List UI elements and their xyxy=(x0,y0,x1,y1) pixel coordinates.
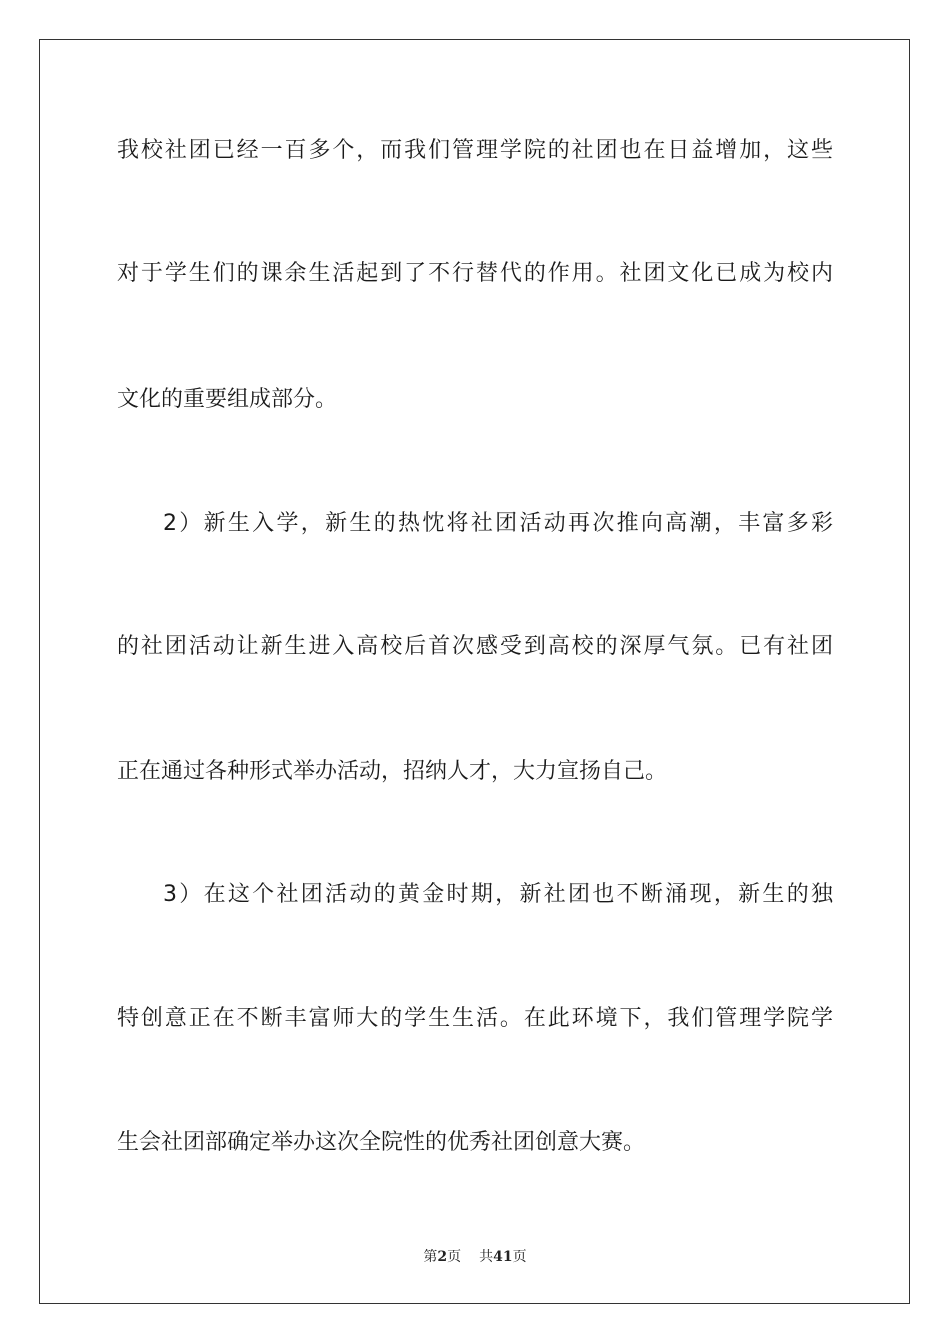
text-line: 对于学生们的课余生活起到了不行替代的作用。社团文化已成为校内 xyxy=(117,261,833,286)
text-line: 文化的重要组成部分。 xyxy=(117,387,338,412)
page-footer xyxy=(0,1247,950,1267)
text-line: 3）在这个社团活动的黄金时期，新社团也不断涌现，新生的独 xyxy=(163,882,833,907)
page-suffix: 页 xyxy=(447,1249,462,1265)
page-border xyxy=(39,39,910,1304)
text-line: 生会社团部确定举办这次全院性的优秀社团创意大赛。 xyxy=(117,1130,646,1155)
text-line: 2）新生入学，新生的热忱将社团活动再次推向高潮，丰富多彩 xyxy=(163,511,833,536)
text-line: 正在通过各种形式举办活动，招纳人才，大力宣扬自己。 xyxy=(117,759,668,784)
text-line: 的社团活动让新生进入高校后首次感受到高校的深厚气氛。已有社团 xyxy=(117,634,833,659)
text-line: 我校社团已经一百多个，而我们管理学院的社团也在日益增加，这些 xyxy=(117,138,833,163)
text-line: 特创意正在不断丰富师大的学生生活。在此环境下，我们管理学院学 xyxy=(117,1006,833,1031)
page-current: 2 xyxy=(437,1249,448,1265)
total-suffix: 页 xyxy=(512,1249,527,1265)
total-prefix: 共 xyxy=(479,1249,494,1265)
page-total: 41 xyxy=(493,1249,513,1265)
page-prefix: 第 xyxy=(423,1249,438,1265)
